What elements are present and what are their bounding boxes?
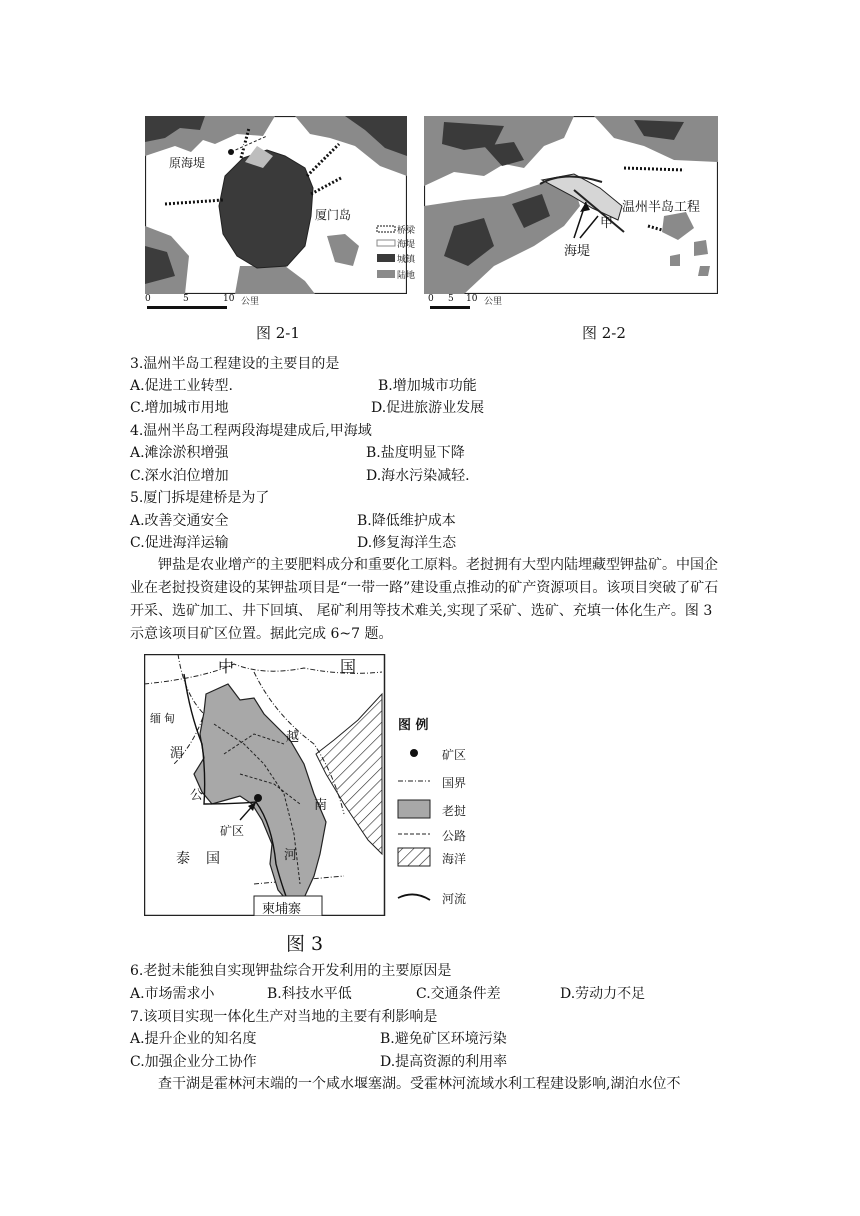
caption-2-2: 图 2-2 xyxy=(582,324,626,342)
legend-border: 国界 xyxy=(442,776,467,790)
q4-option-b: B.盐度明显下降 xyxy=(366,445,465,461)
q5-option-c: C.促进海洋运输 xyxy=(130,535,229,551)
q6-option-d: D.劳动力不足 xyxy=(560,986,646,1002)
legend-sea: 海洋 xyxy=(442,852,467,866)
label-china-1: 中 xyxy=(218,657,235,676)
scale-0: 0 xyxy=(428,294,434,304)
q3-option-b: B.增加城市功能 xyxy=(378,378,477,394)
label-thai-1: 泰 xyxy=(176,851,190,867)
label-viet-2: 南 xyxy=(314,798,328,813)
q4-option-d: D.海水污染减轻. xyxy=(366,468,470,484)
scale-10: 10 xyxy=(466,294,478,304)
q3-option-a: A.促进工业转型. xyxy=(130,378,234,394)
label-myanmar-2: 甸 xyxy=(164,712,175,725)
legend-laos: 老挝 xyxy=(442,804,467,818)
label-river-3: 河 xyxy=(284,848,298,863)
label-viet-1: 越 xyxy=(286,730,300,745)
label-myanmar-1: 缅 xyxy=(150,712,161,725)
q7-option-a: A.提升企业的知名度 xyxy=(130,1031,257,1047)
scale-0: 0 xyxy=(145,294,151,304)
label-jia: 甲 xyxy=(600,216,614,231)
scale-bar-2-1 xyxy=(145,294,285,316)
q6-option-c: C.交通条件差 xyxy=(416,986,501,1002)
q4-option-c: C.深水泊位增加 xyxy=(130,468,229,484)
figure-2-2 xyxy=(424,116,718,294)
legend-bridge: 桥梁 xyxy=(397,226,416,236)
question-5: 5.厦门拆堤建桥是为了 xyxy=(130,490,270,506)
q3-option-d: D.促进旅游业发展 xyxy=(371,400,485,416)
question-6: 6.老挝未能独自实现钾盐综合开发利用的主要原因是 xyxy=(130,963,452,979)
q6-option-b: B.科技水平低 xyxy=(267,986,352,1002)
legend-title: 图 例 xyxy=(398,718,429,733)
figure-2-1 xyxy=(145,116,416,294)
label-xiamen-island: 厦门岛 xyxy=(315,208,352,222)
figure-3 xyxy=(144,654,484,916)
caption-3: 图 3 xyxy=(286,933,324,955)
q6-option-a: A.市场需求小 xyxy=(130,986,215,1002)
caption-2-1: 图 2-1 xyxy=(256,324,300,342)
label-thai-2: 国 xyxy=(206,851,220,867)
label-river-2: 公 xyxy=(190,788,204,803)
question-3: 3.温州半岛工程建设的主要目的是 xyxy=(130,356,340,372)
label-river-1: 湄 xyxy=(170,746,184,761)
legend-town: 城镇 xyxy=(397,255,416,265)
label-original-dike: 原海堤 xyxy=(169,156,206,170)
q5-option-a: A.改善交通安全 xyxy=(130,513,229,529)
label-mine: 矿区 xyxy=(220,824,245,838)
scale-unit: 公里 xyxy=(484,297,503,307)
q7-option-d: D.提高资源的利用率 xyxy=(380,1054,508,1070)
label-seawall: 海堤 xyxy=(564,244,591,259)
label-cambodia: 柬埔寨 xyxy=(262,902,302,917)
question-7: 7.该项目实现一体化生产对当地的主要有利影响是 xyxy=(130,1009,438,1025)
legend-river: 河流 xyxy=(442,892,467,906)
reading-passage-potash: 钾盐是农业增产的主要肥料成分和重要化工原料。老挝拥有大型内陆埋藏型钾盐矿。中国企业在老挝投资建设的某钾盐项目是“一带一路”建设重点推动的矿产资源项目。该项目突破了矿石开采、选矿加工、井下回填、 尾矿利用等技术难关,实现了采矿、选矿、充填一体化生产。图 3 示意该项目矿区位置。据此完成 6~7 题。 xyxy=(130,557,719,642)
question-4: 4.温州半岛工程两段海堤建成后,甲海域 xyxy=(130,423,372,439)
reading-passage-chagan-lake: 查干湖是霍林河末端的一个咸水堰塞湖。受霍林河流域水利工程建设影响,湖泊水位不 xyxy=(158,1076,681,1092)
legend-land: 陆地 xyxy=(397,271,416,281)
scale-10: 10 xyxy=(223,294,235,304)
q4-option-a: A.滩涂淤积增强 xyxy=(130,445,229,461)
scale-5: 5 xyxy=(183,294,189,304)
scale-bar-2-2 xyxy=(428,294,568,316)
map-xiamen xyxy=(145,116,407,294)
q7-option-b: B.避免矿区环境污染 xyxy=(380,1031,507,1047)
q5-option-b: B.降低维护成本 xyxy=(357,513,456,529)
scale-5: 5 xyxy=(448,294,454,304)
label-wenzhou-project: 温州半岛工程 xyxy=(622,200,701,215)
legend-dike: 海堤 xyxy=(397,240,416,250)
scale-unit: 公里 xyxy=(241,297,260,307)
q5-option-d: D.修复海洋生态 xyxy=(357,535,457,551)
q7-option-c: C.加强企业分工协作 xyxy=(130,1054,257,1070)
legend-mine: 矿区 xyxy=(442,748,467,762)
q3-option-c: C.增加城市用地 xyxy=(130,400,229,416)
legend-road: 公路 xyxy=(442,829,467,843)
label-china-2: 国 xyxy=(340,657,357,676)
